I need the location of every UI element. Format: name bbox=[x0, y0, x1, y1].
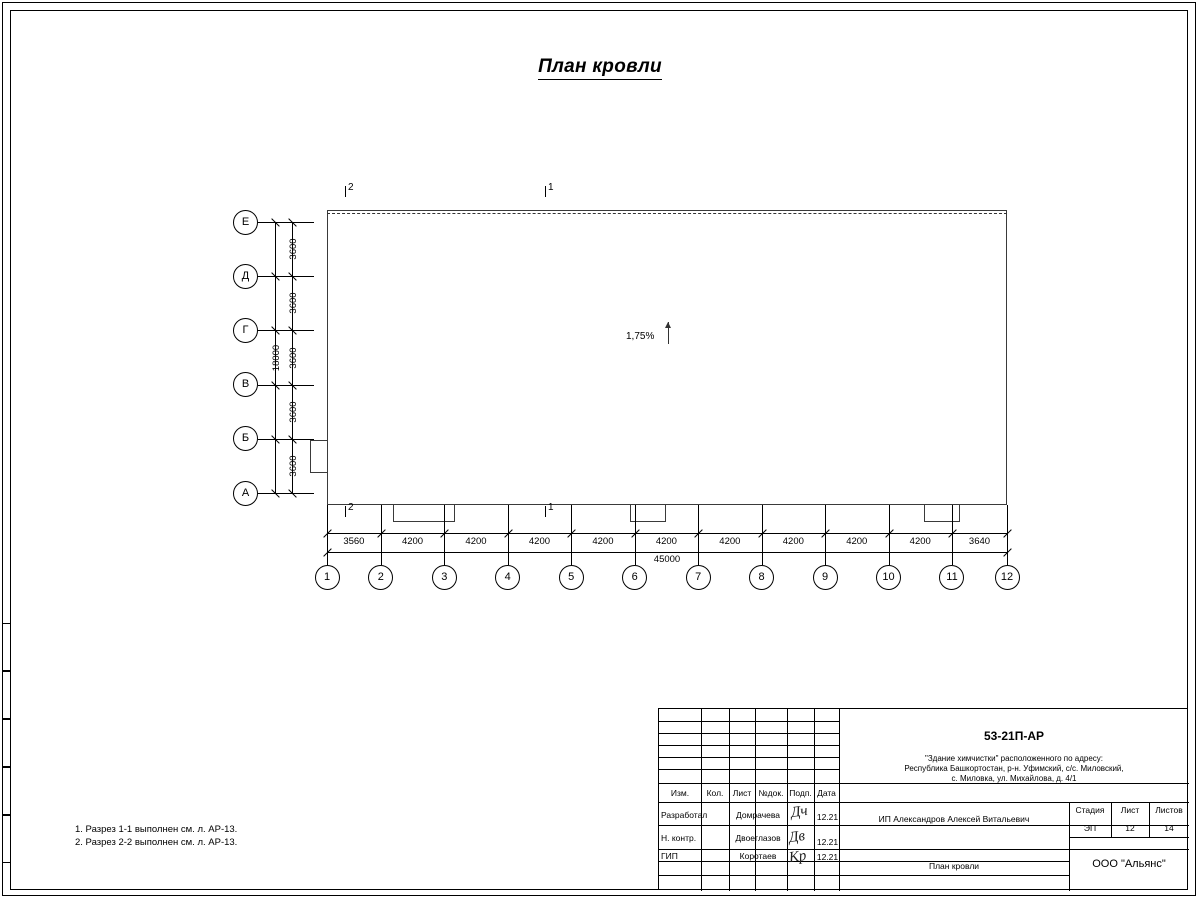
axis-bubble-9: 9 bbox=[813, 565, 838, 590]
stamp-row-signature: Дв bbox=[787, 827, 807, 847]
axis-bubble-11: 11 bbox=[939, 565, 964, 590]
horizontal-dim-value: 3640 bbox=[968, 536, 991, 547]
extension-line bbox=[698, 505, 699, 533]
extension-line bbox=[952, 505, 953, 533]
section-tick bbox=[345, 506, 346, 517]
axis-line bbox=[258, 385, 314, 386]
note-line: 1. Разрез 1-1 выполнен см. л. АР-13. bbox=[75, 824, 238, 835]
stamp-sheets-header: Листов bbox=[1155, 805, 1183, 815]
stamp-row-role: ГИП bbox=[661, 851, 678, 861]
section-mark-label: 1 bbox=[548, 502, 554, 513]
roof-slope-label: 1,75% bbox=[626, 331, 655, 342]
stamp-col-data: Дата bbox=[817, 788, 836, 798]
stamp-object-name: "Здание химчистки" расположенного по адресу: bbox=[924, 754, 1103, 763]
axis-bubble-7: 7 bbox=[686, 565, 711, 590]
axis-bubble-12: 12 bbox=[995, 565, 1020, 590]
axis-bubble-6: 6 bbox=[622, 565, 647, 590]
horizontal-dim-value: 4200 bbox=[592, 536, 614, 547]
axis-line bbox=[258, 493, 314, 494]
stamp-customer: ИП Александров Алексей Витальевич bbox=[878, 814, 1030, 824]
horizontal-dim-value: 4200 bbox=[846, 536, 868, 547]
axis-bubble-Г: Г bbox=[233, 318, 258, 343]
section-tick bbox=[545, 186, 546, 197]
left-margin-stub bbox=[2, 671, 10, 719]
horizontal-total-dim-line bbox=[327, 552, 1007, 553]
stamp-rule bbox=[659, 769, 839, 770]
extension-line bbox=[444, 505, 445, 533]
stamp-row-name: Двоеглазов bbox=[735, 833, 781, 843]
axis-bubble-4: 4 bbox=[495, 565, 520, 590]
stamp-rule bbox=[659, 875, 1069, 876]
stamp-col-ndok: №док. bbox=[758, 788, 784, 798]
stamp-row-signature: Кр bbox=[787, 847, 808, 867]
horizontal-dim-value: 4200 bbox=[909, 536, 931, 547]
vertical-dim-total: 18000 bbox=[271, 344, 282, 371]
section-tick bbox=[545, 506, 546, 517]
axis-bubble-Е: Е bbox=[233, 210, 258, 235]
axis-bubble-Б: Б bbox=[233, 426, 258, 451]
axis-bubble-8: 8 bbox=[749, 565, 774, 590]
vertical-dim-value: 3600 bbox=[288, 292, 299, 314]
stamp-sheet-header: Лист bbox=[1120, 805, 1140, 815]
stamp-object-code: 53-21П-АР bbox=[984, 729, 1044, 743]
stamp-sheet-value: 12 bbox=[1125, 823, 1135, 833]
stamp-col-list: Лист bbox=[732, 788, 752, 798]
axis-line bbox=[258, 222, 314, 223]
axis-bubble-10: 10 bbox=[876, 565, 901, 590]
extension-line bbox=[327, 505, 328, 533]
stamp-rule bbox=[729, 709, 730, 891]
horizontal-dim-value: 4200 bbox=[719, 536, 741, 547]
vertical-dim-value: 3600 bbox=[288, 455, 299, 477]
axis-line bbox=[258, 276, 314, 277]
stamp-row-date: 12.21 bbox=[816, 837, 839, 847]
title-block bbox=[658, 708, 1188, 890]
horizontal-dim-value: 4200 bbox=[401, 536, 424, 547]
stamp-rule bbox=[1069, 837, 1189, 838]
axis-line bbox=[258, 330, 314, 331]
stamp-sheet-title: План кровли bbox=[928, 861, 980, 871]
axis-bubble-А: А bbox=[233, 481, 258, 506]
extension-line bbox=[825, 505, 826, 533]
extension-line bbox=[1007, 505, 1008, 533]
roof-slope-arrow-icon bbox=[668, 322, 669, 344]
vertical-dim-value: 3600 bbox=[288, 401, 299, 423]
horizontal-dim-value: 4200 bbox=[782, 536, 804, 547]
axis-bubble-Д: Д bbox=[233, 264, 258, 289]
stamp-row-role: Разработал bbox=[661, 810, 708, 820]
left-margin-stub bbox=[2, 623, 10, 671]
extension-line bbox=[571, 505, 572, 533]
stamp-col-izm: Изм. bbox=[670, 788, 690, 798]
stamp-rule bbox=[659, 745, 839, 746]
section-mark-label: 2 bbox=[348, 182, 354, 193]
left-margin-stub bbox=[2, 767, 10, 815]
roof-annex-left bbox=[310, 440, 328, 473]
horizontal-dim-value: 4200 bbox=[528, 536, 551, 547]
extension-line bbox=[635, 505, 636, 533]
extension-line bbox=[381, 505, 382, 533]
section-tick bbox=[345, 186, 346, 197]
stamp-row-name: Коротаев bbox=[739, 851, 777, 861]
section-mark-label: 2 bbox=[348, 502, 354, 513]
left-margin-stub bbox=[2, 719, 10, 767]
horizontal-dim-value: 3560 bbox=[343, 536, 365, 547]
stamp-object-address-1: Республика Башкортостан, р-н. Уфимский, с/с. Миловский, bbox=[904, 764, 1124, 773]
roof-outline bbox=[327, 210, 1007, 505]
note-line: 2. Разрез 2-2 выполнен см. л. АР-13. bbox=[75, 837, 238, 848]
stamp-row-date: 12.21 bbox=[816, 812, 839, 822]
stamp-row-name: Домрачева bbox=[736, 810, 780, 820]
stamp-rule bbox=[659, 757, 839, 758]
horizontal-dim-line bbox=[327, 533, 1007, 534]
stamp-stage-value: ЭП bbox=[1083, 823, 1097, 833]
axis-bubble-В: В bbox=[233, 372, 258, 397]
stamp-col-kol: Кол. bbox=[706, 788, 724, 798]
stamp-row-date: 12.21 bbox=[816, 852, 839, 862]
axis-bubble-5: 5 bbox=[559, 565, 584, 590]
left-margin-stub bbox=[2, 815, 10, 863]
axis-bubble-1: 1 bbox=[315, 565, 340, 590]
stamp-row-role: Н. контр. bbox=[661, 833, 697, 843]
axis-bubble-3: 3 bbox=[432, 565, 457, 590]
extension-line bbox=[508, 505, 509, 533]
drawing-notes bbox=[75, 823, 237, 849]
stamp-rule bbox=[659, 733, 839, 734]
stamp-company: ООО "Альянс" bbox=[1092, 858, 1166, 870]
stamp-rule bbox=[659, 849, 1189, 850]
stamp-row-signature: Дч bbox=[789, 802, 809, 822]
stamp-rule bbox=[787, 709, 788, 891]
plan-title-text: План кровли bbox=[538, 56, 662, 80]
stamp-sheets-value: 14 bbox=[1164, 823, 1174, 833]
axis-bubble-2: 2 bbox=[368, 565, 393, 590]
section-mark-label: 1 bbox=[548, 182, 554, 193]
roof-annex-bottom-1 bbox=[393, 504, 455, 522]
vertical-dim-value: 3600 bbox=[288, 238, 299, 260]
extension-line bbox=[889, 505, 890, 533]
vertical-dim-value: 3600 bbox=[288, 346, 299, 369]
stamp-rule bbox=[755, 709, 756, 891]
stamp-col-podp: Подп. bbox=[789, 788, 812, 798]
plan-title bbox=[0, 56, 1200, 78]
stamp-rule bbox=[701, 709, 702, 891]
roof-ridge-dashed-line bbox=[327, 213, 1007, 214]
horizontal-dim-value: 4200 bbox=[465, 536, 487, 547]
extension-line bbox=[762, 505, 763, 533]
stamp-rule bbox=[659, 721, 839, 722]
axis-line bbox=[258, 439, 314, 440]
stamp-rule bbox=[659, 802, 1189, 803]
stamp-rule bbox=[814, 709, 815, 891]
stamp-stage-header: Стадия bbox=[1075, 805, 1105, 815]
stamp-object-address-2: с. Миловка, ул. Михайлова, д. 4/1 bbox=[951, 774, 1077, 783]
roof-annex-bottom-3 bbox=[924, 504, 960, 522]
horizontal-dim-total: 45000 bbox=[653, 554, 681, 565]
horizontal-dim-value: 4200 bbox=[655, 536, 677, 547]
